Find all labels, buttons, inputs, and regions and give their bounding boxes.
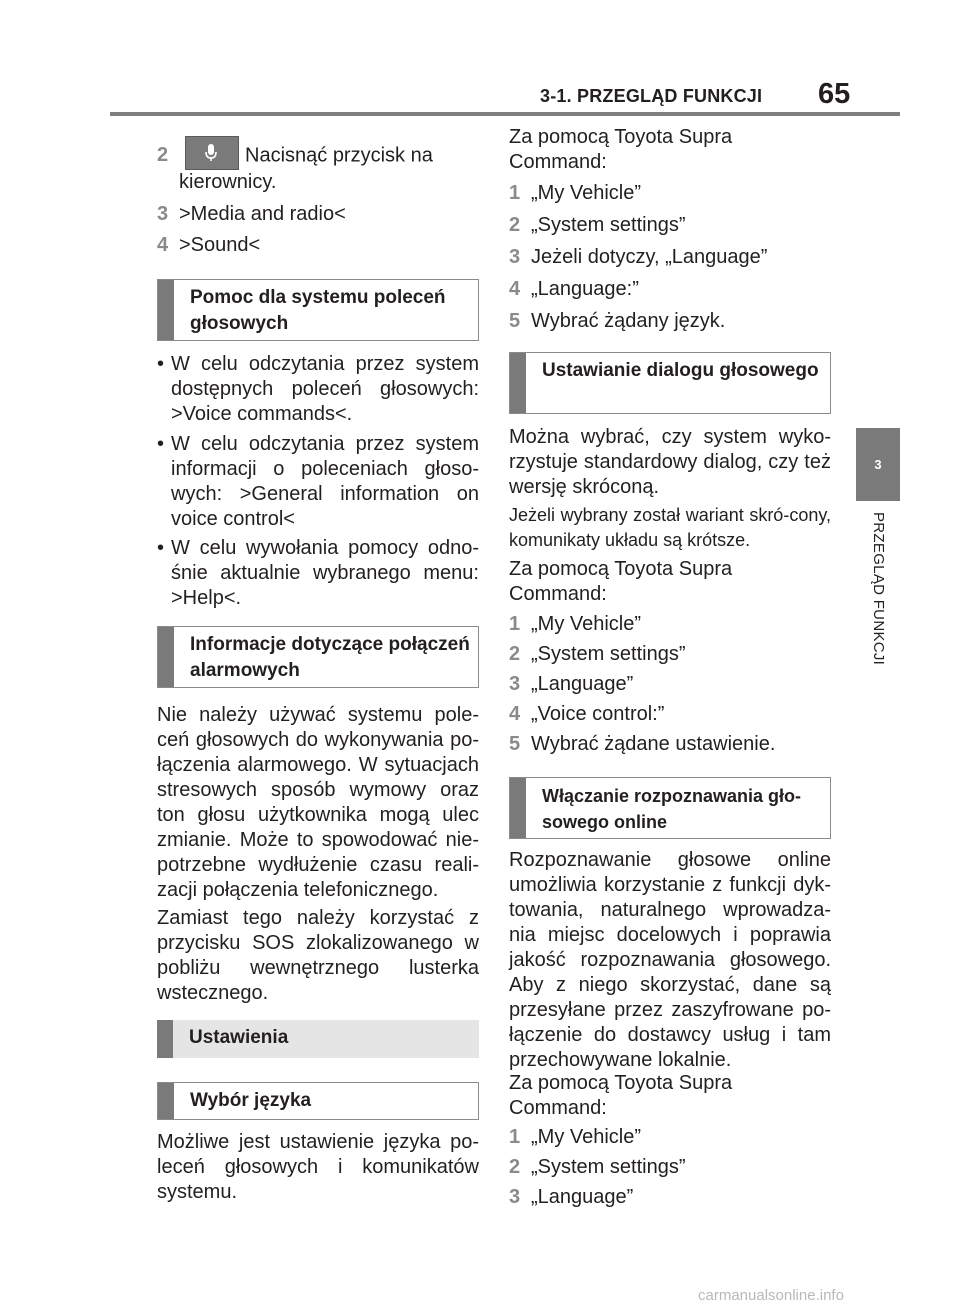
heading-box-voice-help: [157, 279, 479, 341]
right-step-2-4: [509, 702, 664, 727]
step-text: „Language:”: [531, 278, 639, 300]
step-number: 1: [509, 182, 521, 204]
paragraph-dialog-1: Można wybrać, czy system wyko-rzystuje standardowy dialog, czy też wersję skróconą.: [509, 426, 831, 498]
right-step-1-4: [509, 277, 639, 302]
left-step-2: [157, 139, 433, 173]
paragraph-emergency-1: Nie należy używać systemu pole-ceń głosowych do wykonywania po-łączenia alarmowego. W sytuacjach stresowych sposób wymowy oraz ton głosu użytkownika mogą ulec zmianie. Może to spowodować nie-potrzebne wydłużenie czasu reali-zacji połączenia telefonicznego.: [157, 704, 479, 901]
right-step-3-3: [509, 1185, 633, 1210]
heading-bar: [158, 280, 174, 340]
right-step-2-5: [509, 732, 775, 757]
heading-text: Ustawienia: [189, 1027, 289, 1048]
bullet-text: W celu odczytania przez system dostępnych poleceń głosowych: >Voice commands<.: [171, 353, 479, 425]
step-text: „My Vehicle”: [531, 182, 642, 204]
heading-box-language: [157, 1082, 479, 1120]
bullet-item: [157, 536, 479, 612]
bullet-text: W celu wywołania pomocy odno-śnie aktualnie wybranego menu: >Help<.: [171, 537, 479, 609]
chapter-label-text: PRZEGLĄD FUNKCJI: [870, 512, 887, 666]
step-number: 4: [157, 234, 169, 256]
right-step-1-1: [509, 181, 641, 206]
bullet-dot: •: [157, 537, 165, 559]
paragraph-dialog-2: Jeżeli wybrany został wariant skró-cony, komunikaty układu są krótsze.: [509, 505, 831, 550]
step-text: >Media and radio<: [179, 203, 346, 225]
right-step-2-2: [509, 642, 685, 667]
step-text: „Language”: [531, 1186, 634, 1208]
heading-bar: [510, 778, 526, 838]
step-number: 3: [509, 1186, 521, 1208]
step-text: Wybrać żądany język.: [531, 310, 726, 332]
right-step-1-5: [509, 309, 725, 334]
heading-bar: [510, 353, 526, 413]
step-text: Jeżeli dotyczy, „Language”: [531, 246, 768, 268]
step-text: „System settings”: [531, 214, 686, 236]
heading-box-emergency: [157, 626, 479, 688]
step-text: „Voice control:”: [531, 703, 665, 725]
step-text: Nacisnąć przycisk na: [245, 144, 433, 167]
step-number: 3: [509, 246, 521, 268]
paragraph-emergency-2: Zamiast tego należy korzystać z przycisku SOS zlokalizowanego w pobliżu wewnętrznego lusterka wstecznego.: [157, 907, 479, 1004]
step-number: 2: [509, 643, 521, 665]
left-step-3: [157, 202, 346, 227]
heading-bar: [158, 627, 174, 687]
heading-text: Informacje dotyczące połączeń alarmowych: [190, 634, 470, 681]
step-number: 2: [157, 144, 169, 167]
header-divider: [110, 112, 900, 116]
step-text: „System settings”: [531, 1156, 686, 1178]
step-text: „My Vehicle”: [531, 1126, 642, 1148]
step-number: 3: [157, 203, 169, 225]
right-step-3-2: [509, 1155, 685, 1180]
right-step-3-1: [509, 1125, 641, 1150]
bullet-item: [157, 432, 479, 533]
step-text: >Sound<: [179, 234, 261, 256]
intro-1: Za pomocą Toyota Supra Command:: [509, 126, 733, 173]
step-number: 1: [509, 613, 521, 635]
step-text: „System settings”: [531, 643, 686, 665]
step-text: Wybrać żądane ustawienie.: [531, 733, 776, 755]
bullet-dot: •: [157, 433, 165, 455]
chapter-label: [852, 512, 904, 700]
step-number: 5: [509, 310, 521, 332]
step-number: 4: [509, 703, 521, 725]
chapter-tab: 3: [856, 428, 900, 501]
heading-text: Włączanie rozpoznawania gło-sowego online: [542, 786, 802, 832]
heading-bar: [157, 1020, 173, 1058]
page-number: 65: [818, 78, 851, 110]
bullet-text: W celu odczytania przez system informacji o poleceniach głoso-wych: >General information on voice control<: [171, 433, 479, 530]
step-number: 1: [509, 1126, 521, 1148]
heading-text: Wybór języka: [190, 1090, 312, 1111]
step-number: 2: [509, 214, 521, 236]
step-text: „Language”: [531, 673, 634, 695]
step-number: 2: [509, 1156, 521, 1178]
section-title: 3-1. PRZEGLĄD FUNKCJI: [540, 86, 763, 106]
heading-bar: [158, 1083, 174, 1119]
microphone-icon: [185, 136, 239, 170]
intro-3: Za pomocą Toyota Supra Command:: [509, 1072, 733, 1119]
heading-text: Ustawianie dialogu głosowego: [542, 360, 819, 381]
step-text: „My Vehicle”: [531, 613, 642, 635]
right-step-1-2: [509, 213, 685, 238]
step-number: 4: [509, 278, 521, 300]
heading-text: Pomoc dla systemu poleceń głosowych: [190, 287, 446, 334]
bullet-dot: •: [157, 353, 165, 375]
step-number: 5: [509, 733, 521, 755]
intro-2: Za pomocą Toyota Supra Command:: [509, 558, 733, 605]
watermark: carmanualsonline.info: [698, 1287, 844, 1304]
left-step-2-cont: kierownicy.: [179, 171, 277, 193]
bullet-item: [157, 352, 479, 428]
right-step-2-1: [509, 612, 641, 637]
heading-box-dialog: [509, 352, 831, 414]
right-step-2-3: [509, 672, 633, 697]
right-step-1-3: [509, 245, 767, 270]
heading-box-settings: [157, 1020, 479, 1058]
left-step-4: [157, 233, 260, 258]
paragraph-language: Możliwe jest ustawienie języka po-leceń głosowych i komunikatów systemu.: [157, 1131, 479, 1203]
step-number: 3: [509, 673, 521, 695]
heading-box-online: [509, 777, 831, 839]
paragraph-online: Rozpoznawanie głosowe online umożliwia korzystanie z funkcji dyk-towania, naturalnego wprowadza-nia miejsc docelowych i poprawia jakość rozpoznawania głosowego. Aby z niego skorzystać, dane są przesyłane przez zaszyfrowane po-łączenie do dostawcy usług i tam przechowywane lokalnie.: [509, 849, 831, 1071]
